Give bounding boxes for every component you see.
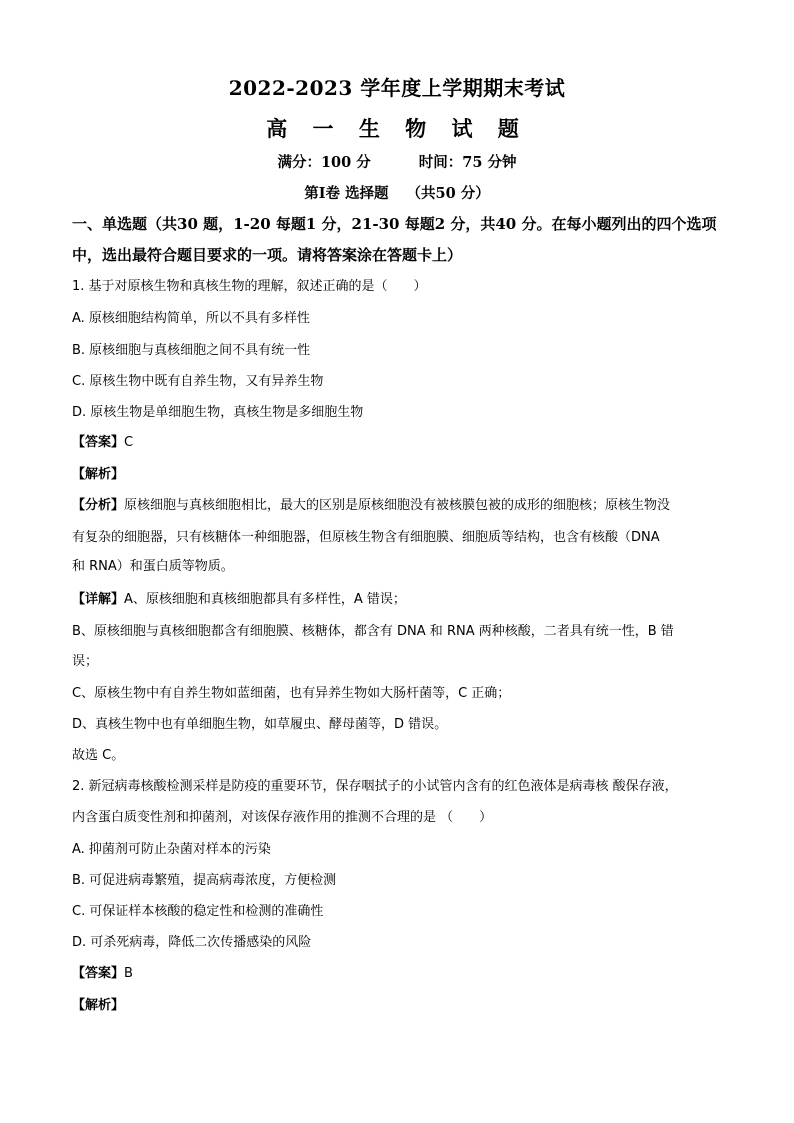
q1-option-d: D. 原核生物是单细胞生物，真核生物是多细胞生物 [72, 405, 364, 420]
q1-fenxi-line-3: 和 RNA）和蛋白质等物质。 [72, 559, 234, 574]
answer-tag: 【答案】 [72, 435, 125, 450]
q1-conclusion: 故选 C。 [72, 748, 125, 763]
fenxi-tag: 【分析】 [72, 498, 125, 513]
q1-stem: 1. 基于对原核生物和真核生物的理解，叙述正确的是（ ） [72, 279, 427, 294]
q2-option-a: A. 抑菌剂可防止杂菌对样本的污染 [72, 842, 271, 857]
exam-title: 2022-2023 学年度上学期期末考试 [228, 76, 566, 100]
exam-meta [0, 151, 794, 172]
q2-stem-line-2: 内含蛋白质变性剂和抑菌剂，对该保存液作用的推测不合理的是 （ ） [72, 810, 493, 825]
instructions-line-2: 中，选出最符合题目要求的一项。请将答案涂在答题卡上） [72, 246, 463, 264]
q1-detail-d: D、真核生物中也有单细胞生物，如草履虫、酵母菌等，D 错误。 [72, 717, 448, 732]
answer-value: C [124, 435, 134, 450]
q1-detail-c: C、原核生物中有自养生物如蓝细菌，也有异养生物如大肠杆菌等，C 正确； [72, 686, 511, 701]
full-score: 满分：100 分 [277, 154, 371, 171]
xiangjie-tag: 【详解】 [72, 592, 125, 607]
analysis-tag: 【解析】 [72, 467, 125, 482]
time-limit: 时间：75 分钟 [418, 154, 517, 171]
q2-stem-line-1: 2. 新冠病毒核酸检测采样是防疫的重要环节，保存咽拭子的小试管内含有的红色液体是病毒核 酸保存液， [72, 779, 678, 794]
q1-option-a: A. 原核细胞结构简单，所以不具有多样性 [72, 311, 310, 326]
detail-a-text: A、原核细胞和真核细胞都具有多样性，A 错误； [124, 592, 406, 607]
q1-fenxi-line-2: 有复杂的细胞器，只有核糖体一种细胞器，但原核生物含有细胞膜、细胞质等结构，也含有核酸（DNA [72, 530, 660, 545]
section-instructions [72, 209, 724, 271]
exam-subtitle: 高 一 生 物 试 题 [266, 116, 528, 141]
q2-analysis-heading [72, 994, 724, 1013]
q1-answer [72, 431, 724, 450]
q2-answer [72, 962, 724, 981]
q2-option-d: D. 可杀死病毒，降低二次传播感染的风险 [72, 935, 312, 950]
q1-fenxi-line-1 [72, 494, 724, 513]
answer-value: B [124, 966, 133, 981]
q1-detail-b-line-1: B、原核细胞与真核细胞都含有细胞膜、核糖体，都含有 DNA 和 RNA 两种核酸，二者具有统一性，B 错 [72, 624, 674, 639]
q1-analysis-heading [72, 463, 724, 482]
q1-detail-a [72, 588, 724, 607]
fenxi-text-1: 原核细胞与真核细胞相比，最大的区别是原核细胞没有被核膜包被的成形的细胞核；原核生物没 [124, 498, 671, 513]
answer-tag: 【答案】 [72, 966, 125, 981]
q2-option-c: C. 可保证样本核酸的稳定性和检测的准确性 [72, 904, 324, 919]
section-points: （共50 分） [406, 185, 490, 202]
q2-option-b: B. 可促进病毒繁殖，提高病毒浓度，方便检测 [72, 873, 337, 888]
instructions-line-1: 一、单选题（共30 题，1-20 每题1 分，21-30 每题2 分，共40 分。在每小题列出的四个选项 [72, 215, 717, 233]
q1-detail-b-line-2: 误； [72, 654, 99, 669]
q1-option-c: C. 原核生物中既有自养生物，又有异养生物 [72, 374, 324, 389]
q1-option-b: B. 原核细胞与真核细胞之间不具有统一性 [72, 343, 311, 358]
section-heading [0, 182, 794, 203]
analysis-tag: 【解析】 [72, 998, 125, 1013]
section-label: 第Ⅰ卷 选择题 [304, 185, 389, 202]
